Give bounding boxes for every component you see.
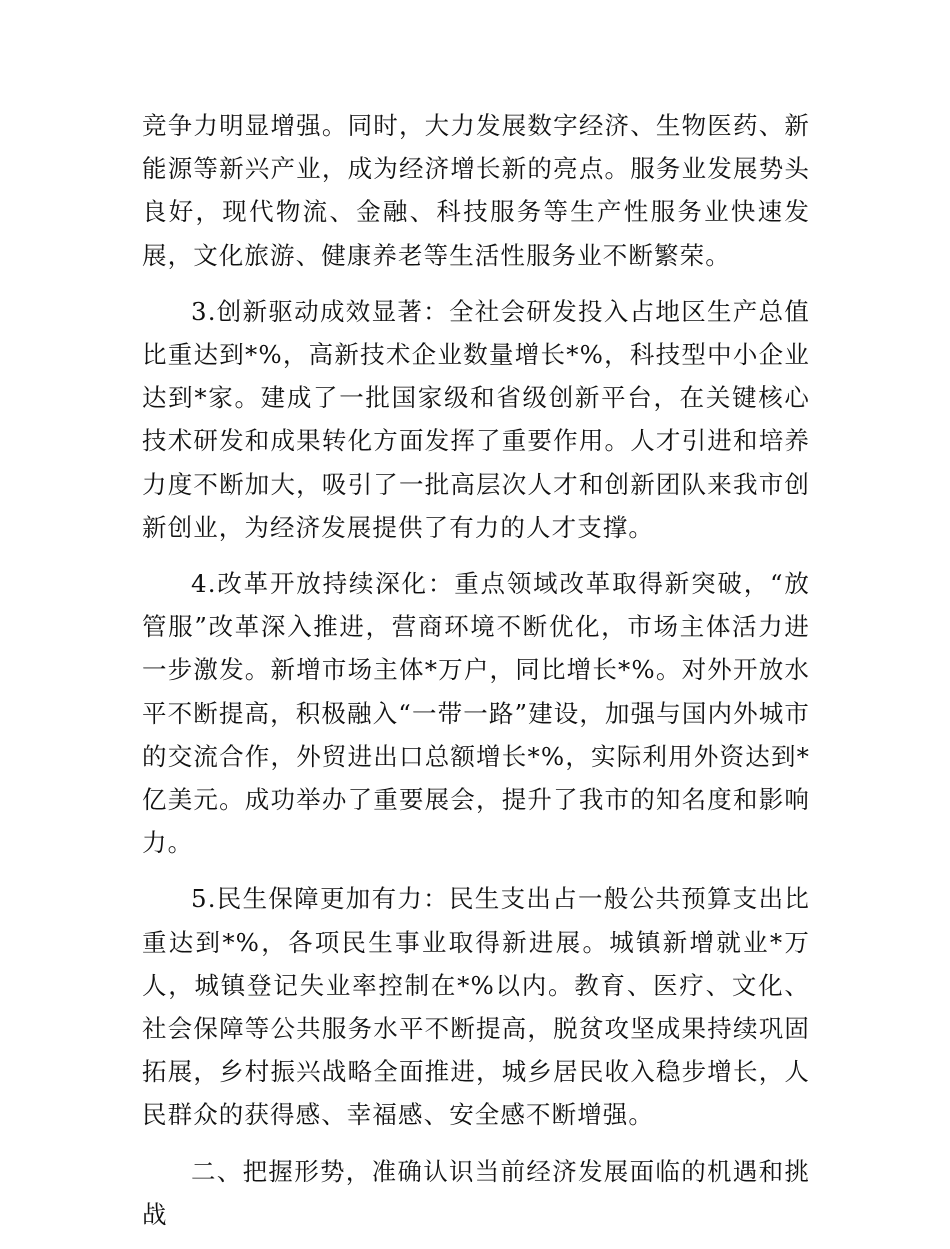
- section-heading: 二、把握形势，准确认识当前经济发展面临的机遇和挑战: [142, 1156, 810, 1229]
- paragraph-industry-continued: 竞争力明显增强。同时，大力发展数字经济、生物医药、新能源等新兴产业，成为经济增长新的亮点。服务业发展势头良好，现代物流、金融、科技服务等生产性服务业快速发展，文化旅游、健康养老等生活性服务业不断繁荣。: [142, 111, 810, 270]
- paragraph-reform-opening: 4.改革开放持续深化：重点领域改革取得新突破，“放管服”改革深入推进，营商环境不断优化，市场主体活力进一步激发。新增市场主体*万户，同比增长*%。对外开放水平不断提高，积极融入“一带一路”建设，加强与国内外城市的交流合作，外贸进出口总额增长*%，实际利用外资达到*亿美元。成功举办了重要展会，提升了我市的知名度和影响力。: [142, 569, 810, 858]
- document-body: [142, 104, 810, 1249]
- paragraph-innovation: 3.创新驱动成效显著：全社会研发投入占地区生产总值比重达到*%，高新技术企业数量增长*%，科技型中小企业达到*家。建成了一批国家级和省级创新平台，在关键核心技术研发和成果转化方面发挥了重要作用。人才引进和培养力度不断加大，吸引了一批高层次人才和创新团队来我市创新创业，为经济发展提供了有力的人才支撑。: [142, 296, 810, 542]
- paragraph-livelihood: 5.民生保障更加有力：民生支出占一般公共预算支出比重达到*%，各项民生事业取得新进展。城镇新增就业*万人，城镇登记失业率控制在*%以内。教育、医疗、文化、社会保障等公共服务水平不断提高，脱贫攻坚成果持续巩固拓展，乡村振兴战略全面推进，城乡居民收入稳步增长，人民群众的获得感、幸福感、安全感不断增强。: [142, 884, 810, 1130]
